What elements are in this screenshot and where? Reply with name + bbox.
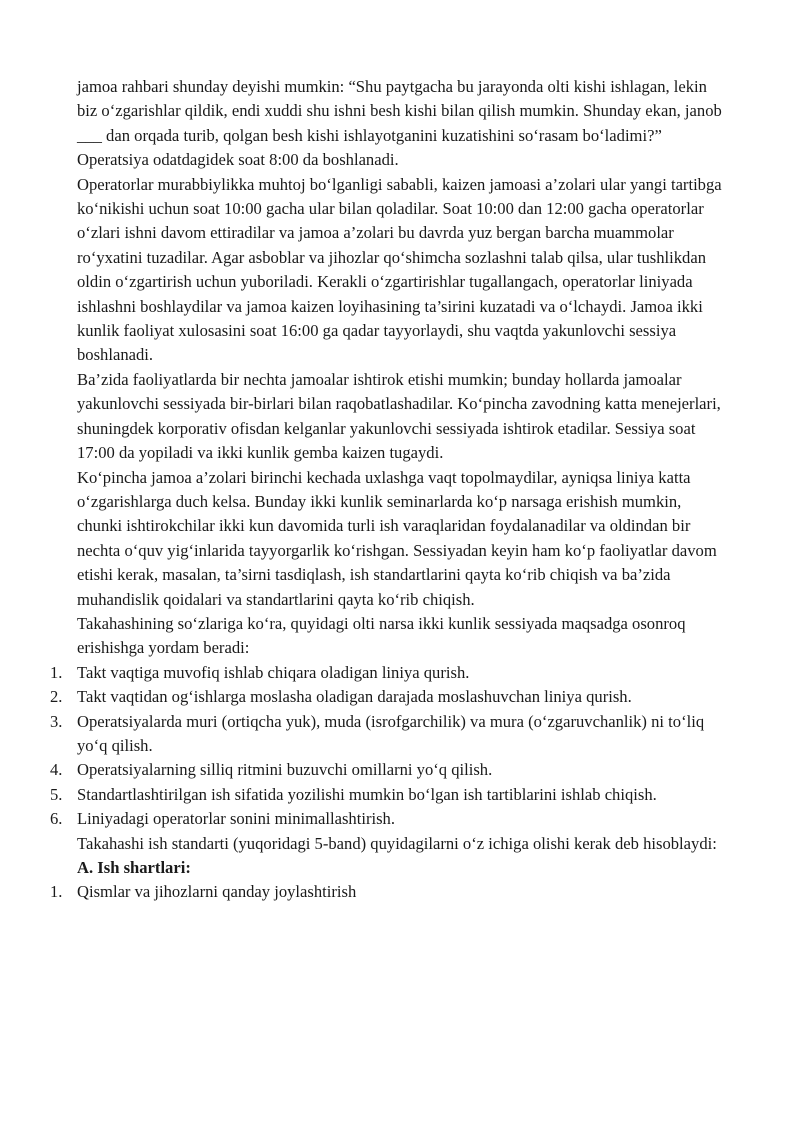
body-paragraph: Ko‘pincha jamoa a’zolari birinchi kechada uxlashga vaqt topolmaydilar, ayniqsa liniya katta o‘zgarishlarga duch kelsa. Bunday ikki kunlik seminarlarda ko‘p narsaga erishish mumkin, chunki ishtirokchilar ikki kun davomida turli ish varaqlaridan foydalanadilar va oldindan bir nechta o‘quv yig‘inlarida tayyorgarlik ko‘rishgan. Sessiyadan keyin ham ko‘p faoliyatlar davom etishi kerak, masalan, ta’sirni tasdiqlash, ish standartlarini qayta ko‘rib chiqish va ba’zida muhandislik qoidalari va standartlarini qayta ko‘rib chiqish. bbox=[77, 467, 717, 609]
list-item-text: Standartlashtirilgan ish sifatida yozilishi mumkin bo‘lgan ish tartiblarini ishlab chiqish. bbox=[77, 784, 657, 804]
list-item bbox=[50, 880, 730, 904]
body-paragraph: Takahashi ish standarti (yuqoridagi 5-band) quyidagilarni o‘z ichiga olishi kerak deb hisoblaydi: bbox=[77, 833, 717, 853]
list-number: 1. bbox=[50, 882, 63, 902]
list-item-text: Liniyadagi operatorlar sonini minimallashtirish. bbox=[77, 809, 395, 829]
list-number: 6. bbox=[50, 809, 63, 829]
body-paragraph: Operatorlar murabbiylikka muhtoj bo‘lganligi sababli, kaizen jamoasi a’zolari ular yangi tartibga ko‘nikishi uchun soat 10:00 gacha ular bilan qoladilar. Soat 10:00 dan 12:00 gacha operatorlar o‘zlari ishni davom ettiradilar va jamoa a’zolari bu davrda yuz bergan barcha muammolar ro‘yxatini tuzadilar. Agar asboblar va jihozlar qo‘shimcha sozlashni talab qilsa, ular tushlikdan oldin o‘zgartirish uchun yuboriladi. Kerakli o‘zgartirishlar tugallangach, operatorlar liniyada ishlashni boshlaydilar va jamoa kaizen loyihasining ta’sirini kuzatadi va o‘lchaydi. Jamoa ikki kunlik faoliyat xulosasini soat 16:00 ga qadar tayyorlaydi, shu vaqtda yakunlovchi sessiya boshlanadi. bbox=[77, 174, 722, 365]
list-item bbox=[50, 661, 730, 685]
list-number: 4. bbox=[50, 760, 63, 780]
body-paragraph: Takahashining so‘zlariga ko‘ra, quyidagi olti narsa ikki kunlik sessiyada maqsadga osonroq erishishga yordam beradi: bbox=[77, 613, 686, 658]
list-item-text: Qismlar va jihozlarni qanday joylashtirish bbox=[77, 882, 357, 902]
list-number: 5. bbox=[50, 784, 63, 804]
list-number: 2. bbox=[50, 687, 63, 707]
section-heading: A. Ish shartlari: bbox=[77, 858, 191, 877]
list-item bbox=[50, 710, 730, 759]
numbered-list-work-conditions bbox=[50, 880, 730, 904]
list-item bbox=[50, 807, 730, 831]
list-number: 3. bbox=[50, 711, 63, 731]
list-item bbox=[50, 783, 730, 807]
body-paragraph: Ba’zida faoliyatlarda bir nechta jamoalar ishtirok etishi mumkin; bunday hollarda jamoalar yakunlovchi sessiyada bir-birlari bilan raqobatlashadilar. Ko‘pincha zavodning katta menejerlari, shuningdek korporativ ofisdan kelganlar yakunlovchi sessiyada ishtirok etadilar. Sessiya soat 17:00 da yopiladi va ikki kunlik gemba kaizen tugaydi. bbox=[77, 369, 721, 463]
list-item-text: Takt vaqtiga muvofiq ishlab chiqara oladigan liniya qurish. bbox=[77, 662, 470, 682]
list-item-text: Operatsiyalarning silliq ritmini buzuvchi omillarni yo‘q qilish. bbox=[77, 760, 493, 780]
list-item-text: Operatsiyalarda muri (ortiqcha yuk), muda (isrofgarchilik) va mura (o‘zgaruvchanlik) ni to‘liq yo‘q qilish. bbox=[77, 711, 705, 755]
list-item bbox=[50, 758, 730, 782]
list-item bbox=[50, 685, 730, 709]
numbered-list-goals bbox=[50, 661, 730, 832]
list-item-text: Takt vaqtidan og‘ishlarga moslasha oladigan darajada moslashuvchan liniya qurish. bbox=[77, 687, 632, 707]
body-paragraph: jamoa rahbari shunday deyishi mumkin: “Shu paytgacha bu jarayonda olti kishi ishlagan, lekin biz o‘zgarishlar qildik, endi xuddi shu ishni besh kishi bilan qilish mumkin. Shunday ekan, janob ___ dan orqada turib, qolgan besh kishi ishlayotganini kuzatishini so‘rasam bo‘ladimi?” Operatsiya odatdagidek soat 8:00 da boshlanadi. bbox=[77, 77, 722, 170]
list-number: 1. bbox=[50, 662, 63, 682]
